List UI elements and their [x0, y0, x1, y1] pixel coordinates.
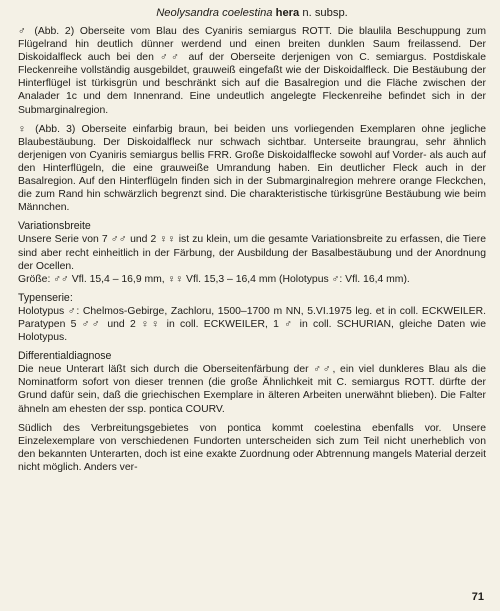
section-heading: Typenserie: [18, 291, 73, 304]
female-description: ♀ (Abb. 3) Oberseite einfarbig braun, bei beiden uns vorliegenden Exemplaren ohne jegliche Blaubestäubung. Der Diskoidalfleck nur schwach sichtbar. Unterseite braungrau, sehr ähnlich derjenigen von Cyaniris semiargus bellis FRR. Große Diskoidalflecke sowohl auf Vorder- als auch auf den Hinterflügeln, die eine grauweiße Umrandung haben. Ein deutlicher Fleck auch in der Basalregion. Auf den Hinterflügeln finden sich in der Submarginalregion mehrere orange Fleckchen, die zum Rand hin schwärzlich begrenzt sind. Die charakteristische türkisgrüne Bestäubung wie beim Männchen. [18, 123, 486, 214]
size-measurements: Größe: ♂♂ Vfl. 15,4 – 16,9 mm, ♀♀ Vfl. 15,3 – 16,4 mm (Holotypus ♂: Vfl. 16,4 mm). [18, 273, 410, 285]
article-title [18, 6, 486, 20]
male-description: ♂ (Abb. 2) Oberseite vom Blau des Cyaniris semiargus ROTT. Die blaulila Beschuppung zum Flügelrand hin deutlich dünner werdend und einen breiten dunklen Saum freilassend. Der Diskoidalfleck auch bei den ♂♂ auf der Oberseite derjenigen von C. semiargus. Postdiskale Fleckenreihe vollständig ausgebildet, grauweiß eingefaßt wie der Diskoidalfleck. Die Bestäubung der Hinterflügel ist türkisgrün und beschränkt sich auf die Basalregion und die Fläche zwischen der Analader 1c und dem Innenrand. Eine undeutlich angelegte Fleckenreihe befindet sich in der Submarginalregion. [18, 26, 486, 116]
section-text: Unsere Serie von 7 ♂♂ und 2 ♀♀ ist zu klein, um die gesamte Variationsbreite zu erfassen, die Tiere sind aber recht einheitlich in der Färbung, der Ausbildung der Basalbestäubung und der Anordnung der Ocellen. [18, 234, 486, 272]
section-heading: Differentialdiagnose [18, 350, 112, 363]
page-number: 71 [471, 591, 484, 603]
taxon-rank: n. subsp. [302, 7, 348, 19]
section-differentialdiagnose [18, 350, 486, 415]
closing-paragraph: Südlich des Verbreitungsgebietes von pontica kommt coelestina ebenfalls vor. Unsere Einzelexemplare von verschiedenen Fundorten unterscheiden sich zum Teil nicht unerheblich von den bekannten Unterarten, doch ist eine exakte Zuordnung oder Abtrennung mangels Material derzeit nicht möglich. Anders ver- [18, 422, 486, 473]
section-text: Holotypus ♂: Chelmos-Gebirge, Zachloru, 1500–1700 m NN, 5.VI.1975 leg. et in coll. ECKWEILER. Paratypen 5 ♂♂ und 2 ♀♀ in coll. ECKWEILER, 1 ♂ in coll. SCHURIAN, gleiche Daten wie Holotypus. [18, 305, 486, 344]
section-heading: Variationsbreite [18, 220, 91, 233]
subspecies-name: hera [275, 7, 300, 19]
section-typenserie [18, 292, 486, 344]
species-name: Neolysandra coelestina [156, 7, 273, 19]
section-text: Die neue Unterart läßt sich durch die Oberseitenfärbung der ♂♂, ein viel dunkleres Blau als die Nominatform sofort von dieser trennen (die große Ähnlichkeit mit C. semiargus ROTT. dürfte der Grund dafür sein, daß die griechischen Exemplare in älteren Arbeiten unerwähnt blieben). Die Falter ähneln am ehesten der ssp. pontica COURV. [18, 364, 486, 415]
section-variationsbreite [18, 220, 486, 285]
